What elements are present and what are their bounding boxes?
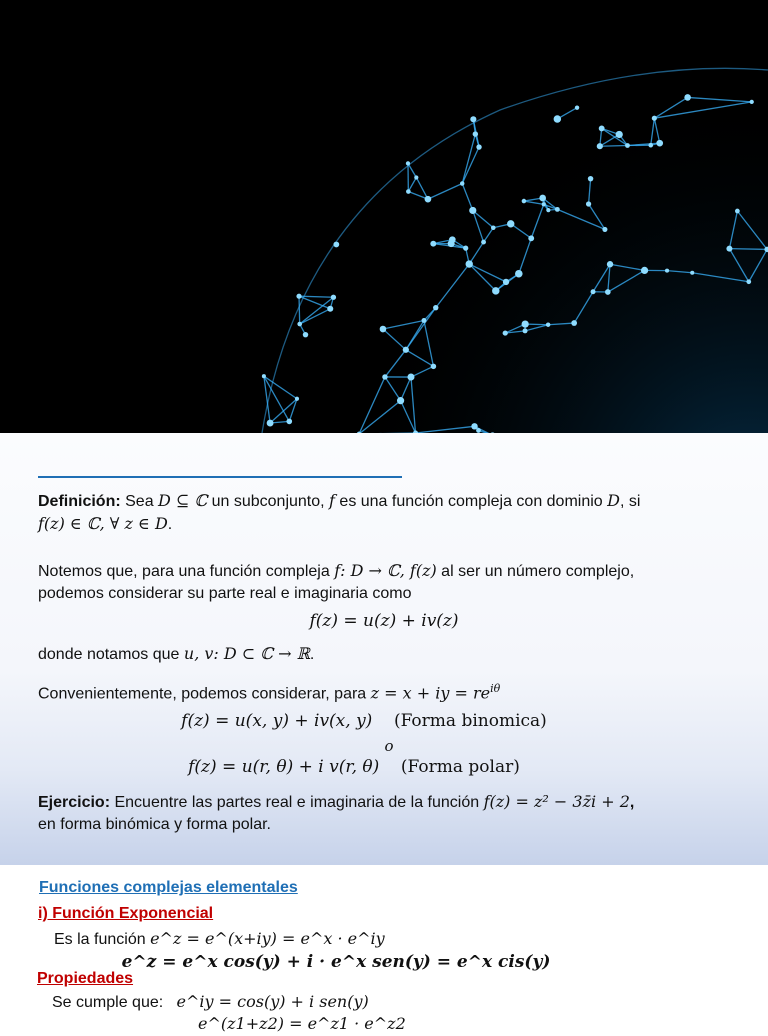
network-node: [380, 326, 387, 333]
network-node: [586, 201, 591, 206]
network-node: [471, 423, 477, 429]
ejercicio-label: Ejercicio:: [38, 794, 110, 811]
ejercicio-math-1: f(z) = z² − 3z̄i + 2: [484, 792, 630, 811]
network-node: [406, 189, 411, 194]
exp-bold-math: e^z = e^x cos(y) + i · e^x sen(y) = e^x cis(y): [122, 952, 551, 972]
es-la-text: Es la función: [54, 931, 150, 948]
donde-math-1: u, v: D ⊂ ℂ → ℝ: [184, 644, 310, 663]
equation-polar: [0, 757, 738, 777]
network-node: [616, 131, 623, 138]
network-node: [267, 420, 274, 427]
network-node: [515, 270, 523, 278]
network-node: [333, 242, 339, 248]
network-edge: [600, 146, 628, 147]
network-node: [523, 328, 528, 333]
title-underline-rule: [38, 476, 402, 478]
network-node: [262, 374, 266, 378]
network-node: [286, 419, 292, 425]
definition-text-3: es una función compleja con dominio: [335, 493, 607, 510]
network-node: [597, 143, 603, 149]
exp-def-math: e^z = e^(x+iy) = e^x · e^iy: [150, 929, 385, 948]
network-node: [750, 100, 754, 104]
network-node: [607, 261, 613, 267]
definition-text-1: Sea: [121, 493, 158, 510]
euler-math: e^iy = cos(y) + i sen(y): [177, 992, 369, 1011]
network-node: [656, 140, 663, 147]
network-globe-graphic: [0, 0, 768, 433]
convenientemente-paragraph: [38, 678, 500, 705]
network-node: [473, 131, 478, 136]
definition-paragraph: [38, 490, 738, 536]
network-node: [539, 195, 546, 202]
network-node: [492, 287, 499, 294]
se-cumple-line: [52, 991, 369, 1014]
network-node: [327, 306, 333, 312]
definition-math-4: f(z) ∈ ℂ, ∀ z ∈ D: [38, 514, 168, 533]
network-node: [546, 208, 550, 212]
network-node: [469, 207, 476, 214]
network-node: [652, 116, 657, 121]
network-node: [599, 126, 605, 132]
equation-binomica: [0, 711, 748, 731]
network-node: [641, 267, 648, 274]
network-node: [726, 246, 732, 252]
network-node: [555, 207, 560, 212]
definition-text-5: .: [168, 516, 172, 533]
network-node: [648, 143, 653, 148]
definition-label: Definición:: [38, 493, 121, 510]
network-node: [433, 305, 438, 310]
product-math: e^(z1+z2) = e^z1 · e^z2: [198, 1014, 406, 1033]
network-node: [546, 322, 550, 326]
network-node: [746, 279, 751, 284]
network-node: [382, 374, 387, 379]
ejercicio-text-3: en forma binómica y forma polar.: [38, 816, 271, 833]
ejercicio-text-1: Encuentre las partes real e imaginaria de la función: [110, 794, 484, 811]
network-node: [425, 196, 432, 203]
network-node: [403, 347, 409, 353]
network-node: [684, 94, 691, 101]
conv-math-sup: iθ: [490, 682, 500, 695]
notemos-text-2: al ser un número complejo,: [437, 563, 634, 580]
or-text: o: [384, 737, 393, 755]
notemos-math-1: f: D → ℂ, f(z): [334, 561, 437, 580]
equation-main: [0, 611, 768, 631]
definition-math-2: f: [329, 491, 335, 510]
network-node: [507, 220, 514, 227]
content-panel: [0, 433, 768, 865]
notemos-paragraph: [38, 560, 743, 605]
ejercicio-text-2: ,: [630, 794, 634, 811]
network-node: [605, 289, 611, 295]
definition-math-1: D ⊆ ℂ: [158, 491, 207, 510]
network-node: [297, 322, 302, 327]
network-node: [466, 260, 473, 267]
network-node: [522, 320, 529, 327]
conv-math-1: z = x + iy = re: [371, 683, 490, 702]
product-property-line: [198, 1013, 406, 1036]
network-node: [522, 199, 527, 204]
network-node: [481, 240, 486, 245]
network-node: [331, 295, 336, 300]
network-node: [431, 364, 437, 370]
network-edge: [299, 296, 300, 324]
definition-math-3: D: [607, 491, 620, 510]
network-node: [690, 271, 694, 275]
definition-text-2: un subconjunto,: [207, 493, 329, 510]
equation-main-text: f(z) = u(z) + iv(z): [309, 611, 458, 631]
network-node: [571, 320, 577, 326]
donde-paragraph: [38, 643, 314, 666]
network-node: [303, 332, 308, 337]
network-node: [448, 240, 455, 247]
network-node: [414, 175, 418, 179]
definition-text-4: , si: [620, 493, 640, 510]
network-node: [407, 374, 414, 381]
lower-section: [0, 865, 768, 1024]
se-cumple-text: Se cumple que:: [52, 994, 163, 1011]
network-node: [665, 269, 669, 273]
donde-text-2: .: [310, 646, 314, 663]
network-node: [554, 115, 561, 122]
hero-network-globe-image: [0, 0, 768, 433]
network-node: [503, 330, 508, 335]
section-title-funciones: Funciones complejas elementales: [39, 879, 298, 897]
equation-polar-text: f(z) = u(r, θ) + i v(r, θ): [188, 757, 379, 777]
conv-text-1: Convenientemente, podemos considerar, para: [38, 685, 371, 702]
network-node: [406, 161, 410, 165]
exp-identity-bold: [0, 952, 720, 972]
network-node: [588, 176, 593, 181]
network-node: [542, 202, 546, 206]
network-node: [591, 289, 596, 294]
ejercicio-paragraph: [38, 791, 748, 836]
network-node: [503, 279, 509, 285]
binomica-label: (Forma binomica): [394, 711, 547, 731]
network-edge: [729, 249, 767, 250]
network-node: [735, 209, 740, 214]
polar-label: (Forma polar): [401, 757, 520, 777]
equation-binomica-text: f(z) = u(x, y) + iv(x, y): [181, 711, 372, 731]
subsection-title-propiedades: Propiedades: [37, 970, 133, 988]
donde-text-1: donde notamos que: [38, 646, 184, 663]
network-node: [463, 245, 468, 250]
network-node: [460, 181, 464, 185]
notemos-text-1: Notemos que, para una función compleja: [38, 563, 334, 580]
network-node: [422, 318, 427, 323]
network-node: [602, 227, 607, 232]
network-node: [296, 294, 301, 299]
subsection-title-exponencial: i) Función Exponencial: [38, 905, 213, 923]
network-node: [528, 235, 534, 241]
network-node: [397, 397, 404, 404]
network-node: [295, 397, 299, 401]
network-node: [575, 105, 579, 109]
network-node: [470, 116, 476, 122]
network-node: [476, 144, 481, 149]
network-node: [625, 143, 630, 148]
notemos-text-3: podemos considerar su parte real e imaginaria como: [38, 585, 412, 602]
network-node: [430, 241, 436, 247]
exp-definition-line: [54, 928, 385, 951]
network-node: [491, 225, 496, 230]
equation-or: [5, 737, 768, 755]
